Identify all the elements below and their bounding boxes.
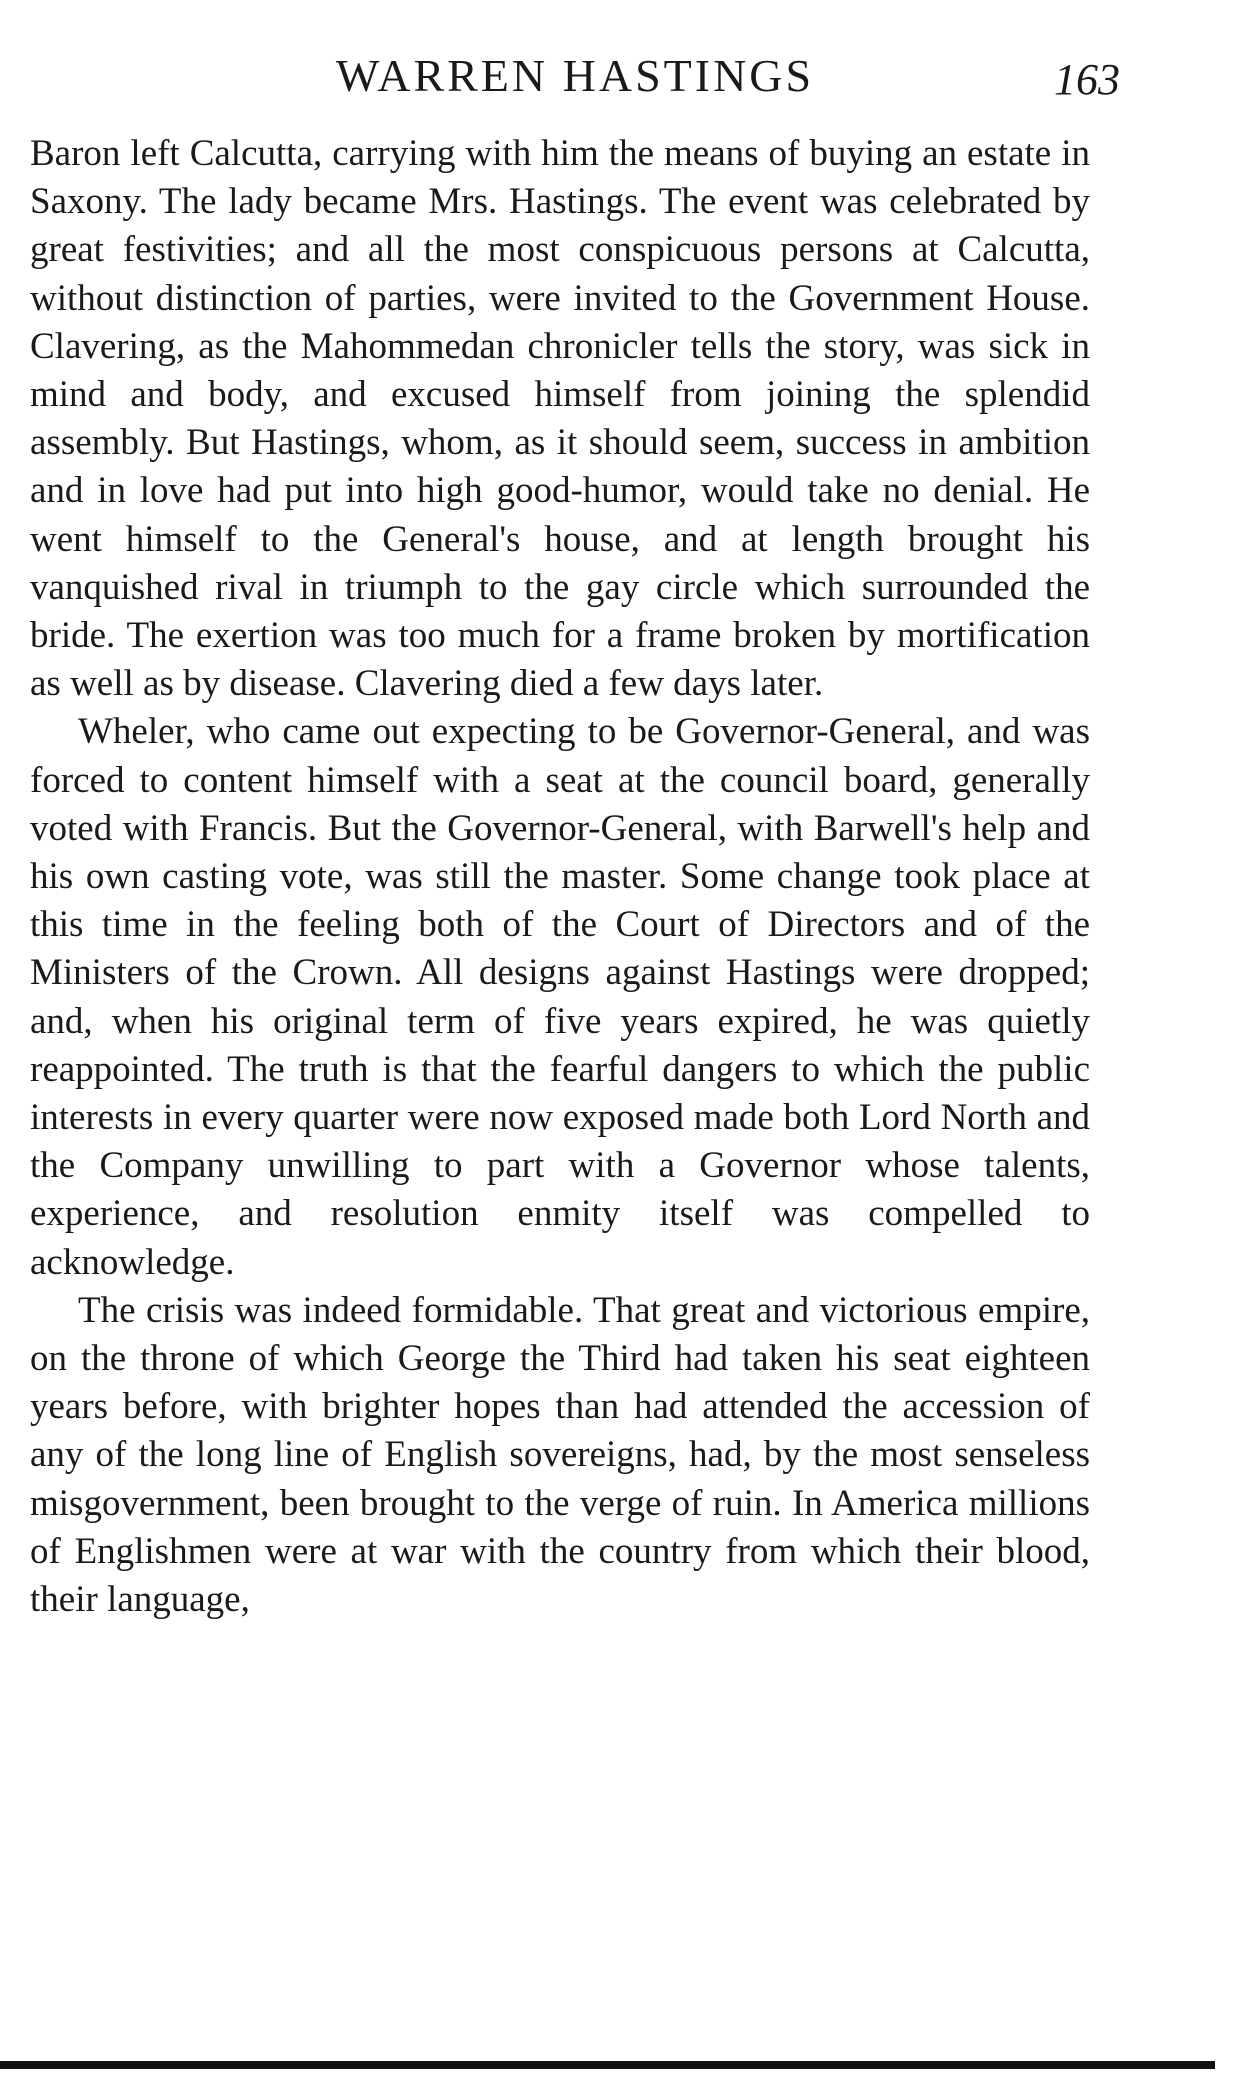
paragraph-3: The crisis was indeed formidable. That great and victorious empire, on the throne of which George the Third had taken his seat eighteen years before, with brighter hopes than had attended the accession of any of the long line of English sovereigns, had, by the most senseless misgovernment, been brought to the verge of ruin. In America millions of Englishmen were at war with the country from which their blood, their language, <box>30 1289 1090 1621</box>
body-text <box>30 130 1090 1624</box>
paragraph-2: Wheler, who came out expecting to be Governor-General, and was forced to content himself with a seat at the council board, generally voted with Francis. But the Governor-General, with Barwell's help and his own casting vote, was still the master. Some change took place at this time in the feeling both of the Court of Directors and of the Ministers of the Crown. All designs against Hastings were dropped; and, when his original term of five years expired, he was quietly reappointed. The truth is that the fearful dangers to which the public interests in every quarter were now exposed made both Lord North and the Company unwilling to part with a Governor whose talents, experience, and resolution enmity itself was compelled to acknowledge. <box>30 711 1090 1283</box>
bottom-rule <box>0 2061 1215 2069</box>
paragraph-1: Baron left Calcutta, carrying with him the means of buying an estate in Saxony. The lady became Mrs. Hastings. The event was celebrated by great festivities; and all the most conspicuous persons at Calcutta, without distinction of parties, were invited to the Government House. Clavering, as the Mahommedan chronicler tells the story, was sick in mind and body, and excused himself from joining the splendid assembly. But Hastings, whom, as it should seem, success in ambition and in love had put into high good-humor, would take no denial. He went himself to the General's house, and at length brought his vanquished rival in triumph to the gay circle which surrounded the bride. The exertion was too much for a frame broken by mortification as well as by disease. Clavering died a few days later. <box>30 133 1090 705</box>
running-head <box>30 46 1120 106</box>
page-number: 163 <box>1054 55 1120 104</box>
running-title: WARREN HASTINGS <box>335 50 815 101</box>
